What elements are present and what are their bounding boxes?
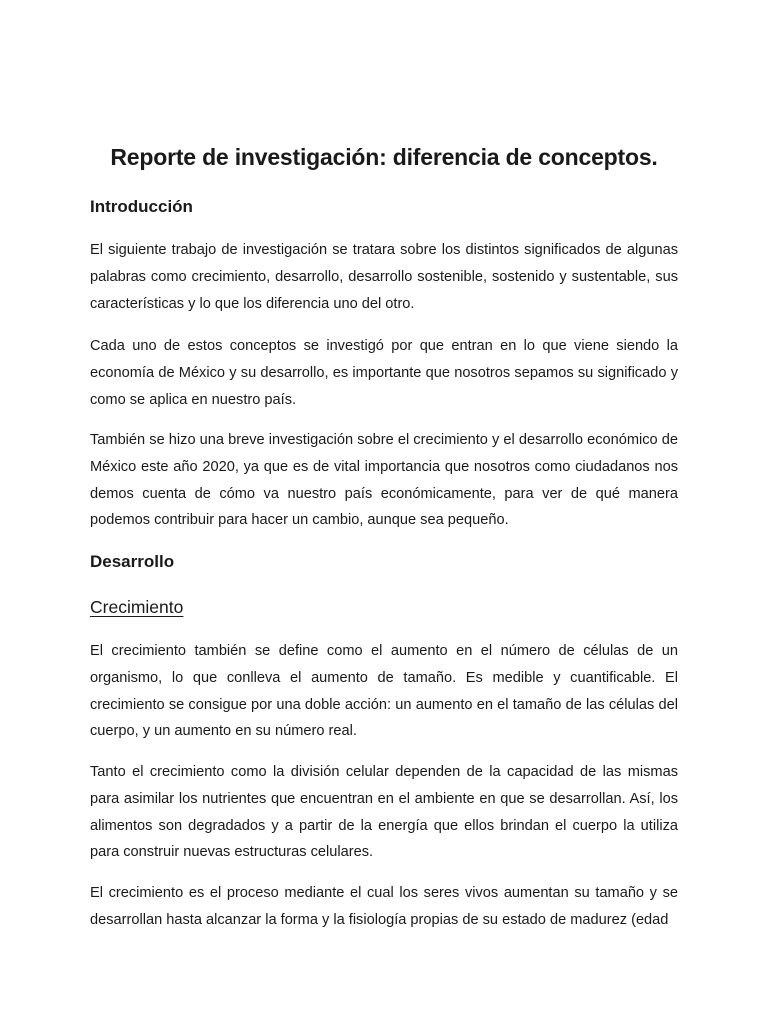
intro-paragraph-2: Cada uno de estos conceptos se investigó por que entran en lo que viene siendo la economía de México y su desarrollo, es importante que nosotros sepamos su significado y como se aplica en nuestro país. — [90, 338, 678, 408]
growth-paragraph-1: El crecimiento también se define como el aumento en el número de células de un organismo, lo que conlleva el aumento de tamaño. Es medible y cuantificable. El crecimiento se consigue por una doble acción: un aumento en el tamaño de las células del cuerpo, y un aumento en su número real. — [90, 643, 678, 740]
growth-paragraph-2: Tanto el crecimiento como la división celular dependen de la capacidad de las mismas para asimilar los nutrientes que encuentran en el ambiente en que se desarrollan. Así, los alimentos son degradados y a partir de la energía que ellos brindan el cuerpo la utiliza para construir nuevas estructuras celulares. — [90, 764, 678, 861]
growth-subheading: Crecimiento — [90, 597, 184, 617]
development-heading: Desarrollo — [90, 552, 175, 571]
intro-heading: Introducción — [90, 197, 193, 216]
document-title: Reporte de investigación: diferencia de conceptos. — [110, 144, 658, 170]
growth-paragraph-3: El crecimiento es el proceso mediante el cual los seres vivos aumentan su tamaño y se desarrollan hasta alcanzar la forma y la fisiología propias de su estado de madurez (edad — [90, 885, 678, 928]
intro-paragraph-1: El siguiente trabajo de investigación se tratara sobre los distintos significados de algunas palabras como crecimiento, desarrollo, desarrollo sostenible, sostenido y sustentable, sus características y lo que los diferencia uno del otro. — [90, 242, 678, 312]
intro-paragraph-3: También se hizo una breve investigación sobre el crecimiento y el desarrollo económico de México este año 2020, ya que es de vital importancia que nosotros como ciudadanos nos demos cuenta de cómo va nuestro país económicamente, para ver de qué manera podemos contribuir para hacer un cambio, aunque sea pequeño. — [90, 432, 678, 529]
